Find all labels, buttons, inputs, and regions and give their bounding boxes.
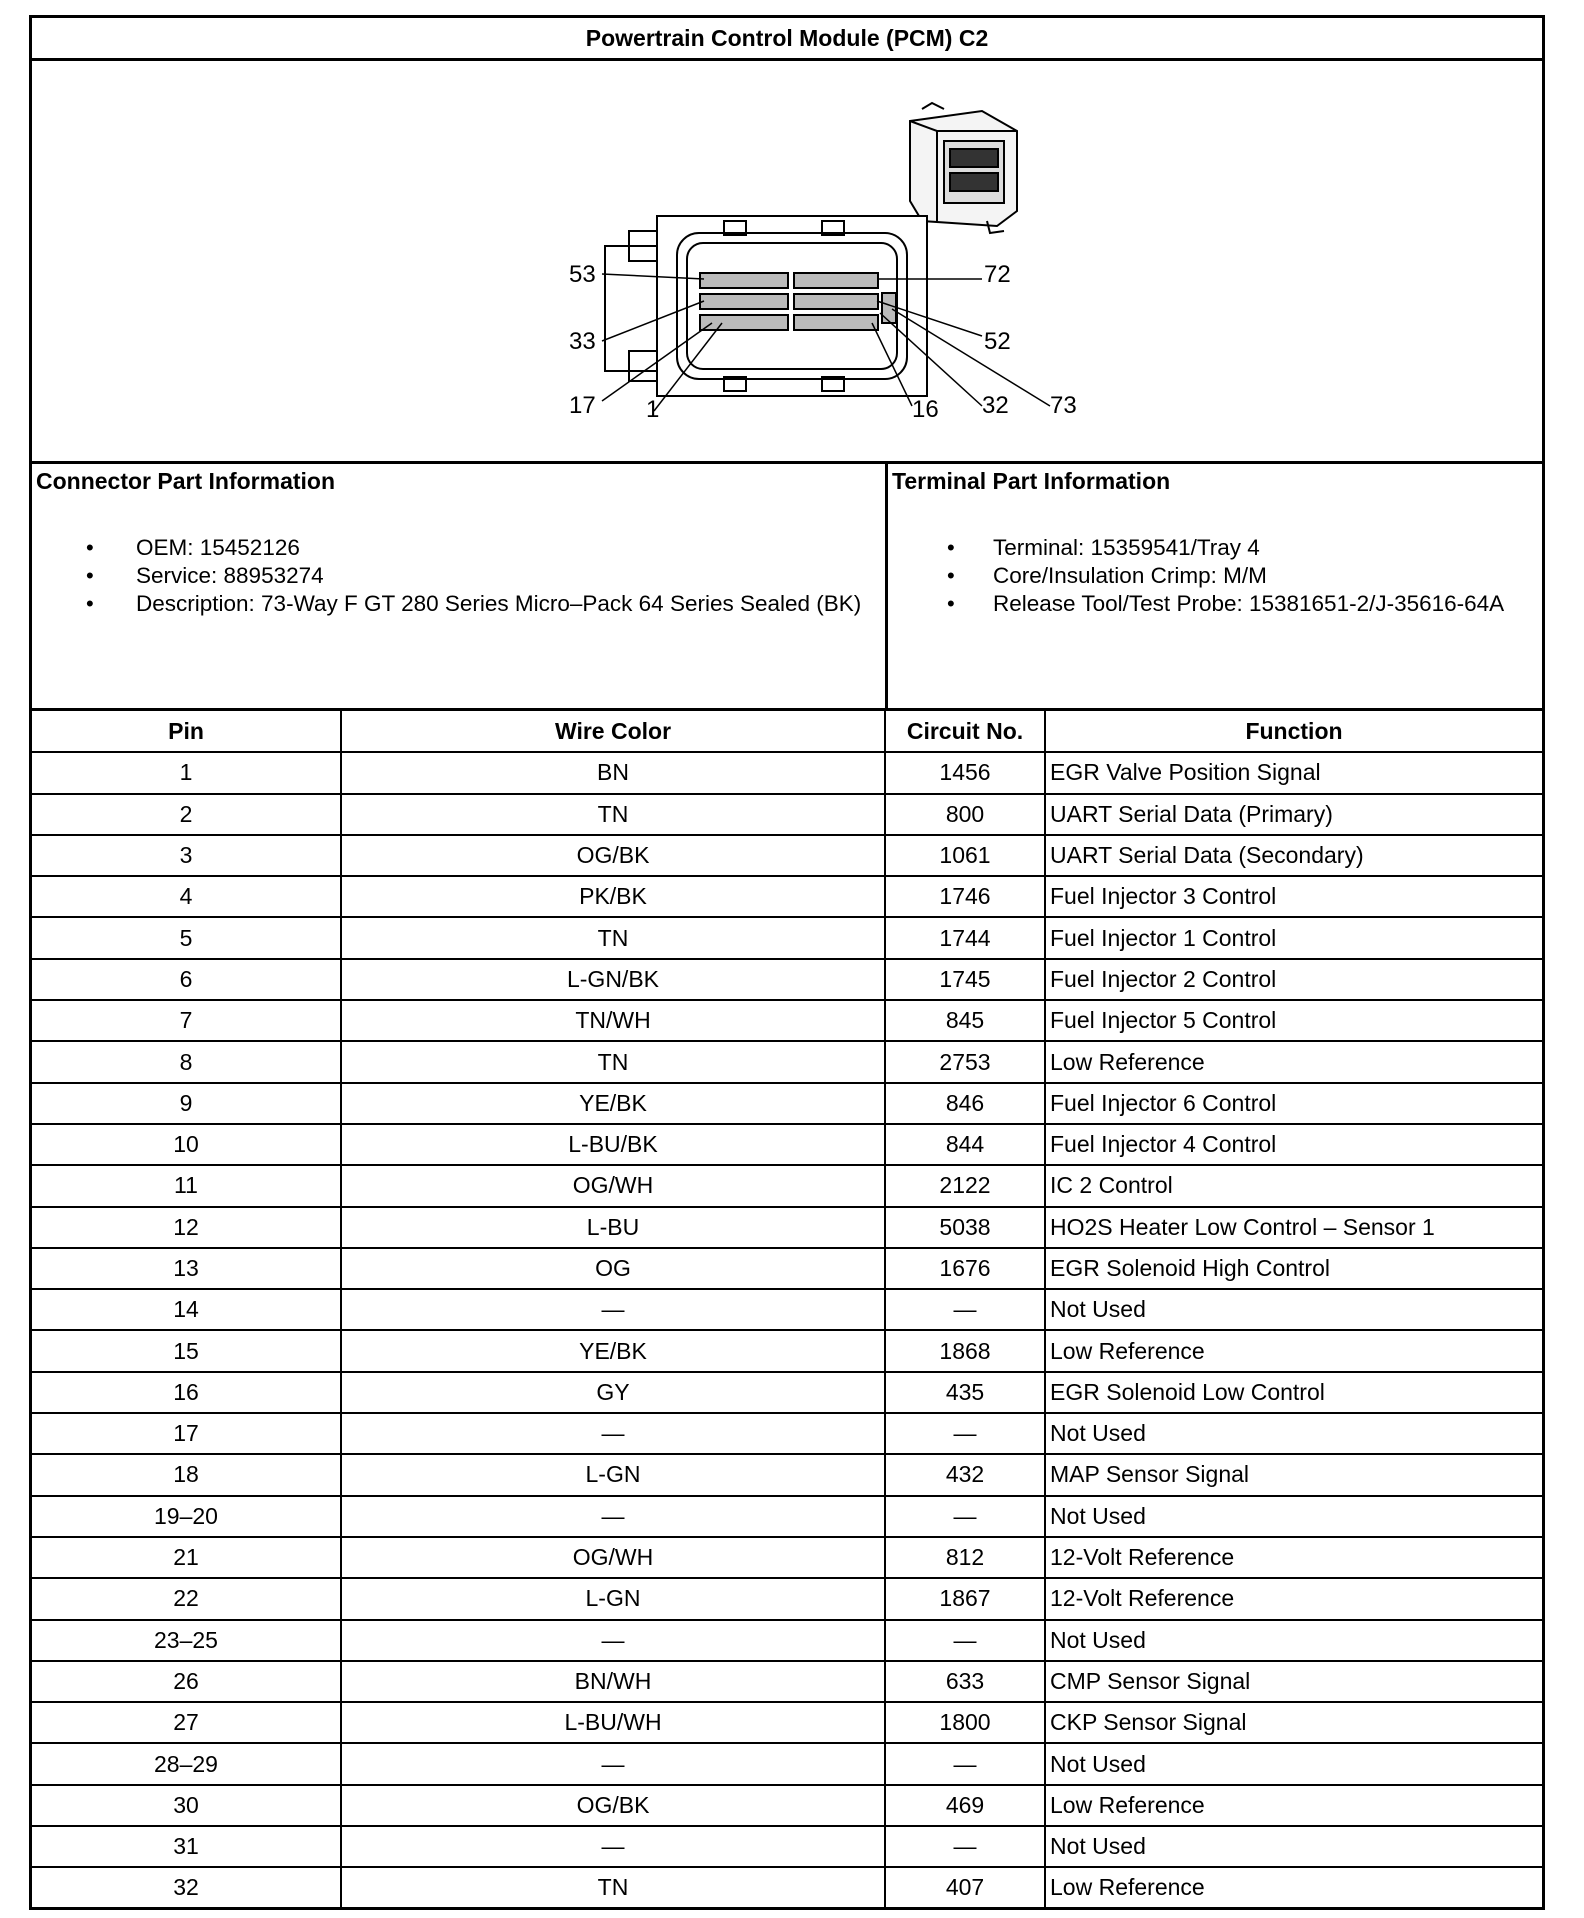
wire-color-cell: L-BU/WH (341, 1702, 885, 1743)
circuit-no-cell: 2753 (885, 1041, 1045, 1082)
circuit-no-cell: 846 (885, 1083, 1045, 1124)
wire-color-cell: OG (341, 1248, 885, 1289)
wire-color-cell: — (341, 1496, 885, 1537)
function-cell: UART Serial Data (Primary) (1045, 794, 1542, 835)
wire-color-cell: — (341, 1826, 885, 1867)
connector-diagram (32, 61, 1542, 464)
wire-color-cell: GY (341, 1372, 885, 1413)
terminal-part-info (888, 464, 1542, 708)
connector-service: • Service: 88953274 (36, 562, 885, 590)
wire-color-cell: YE/BK (341, 1083, 885, 1124)
table-row (32, 917, 1542, 958)
pin-cell: 13 (32, 1248, 341, 1289)
connector-description: • Description: 73-Way F GT 280 Series Micro–Pack 64 Series Sealed (BK) (36, 590, 885, 618)
circuit-no-cell: 812 (885, 1537, 1045, 1578)
function-cell: CKP Sensor Signal (1045, 1702, 1542, 1743)
table-row (32, 1207, 1542, 1248)
function-cell: IC 2 Control (1045, 1165, 1542, 1206)
table-header-row (32, 711, 1542, 752)
connector-info-heading: Connector Part Information (36, 468, 336, 494)
pin-cell: 26 (32, 1661, 341, 1702)
header-wire-color: Wire Color (341, 711, 885, 752)
connector-3d-illustration (910, 103, 1017, 233)
function-cell: Fuel Injector 1 Control (1045, 917, 1542, 958)
table-row (32, 1867, 1542, 1908)
pin-label-32: 32 (982, 392, 1009, 419)
circuit-no-cell: 2122 (885, 1165, 1045, 1206)
table-row (32, 876, 1542, 917)
circuit-no-cell: — (885, 1620, 1045, 1661)
terminal-info-heading: Terminal Part Information (892, 468, 1171, 494)
table-row (32, 1124, 1542, 1165)
header-function: Function (1045, 711, 1542, 752)
pinout-rows (32, 752, 1542, 1908)
circuit-no-cell: 5038 (885, 1207, 1045, 1248)
table-row (32, 1330, 1542, 1371)
table-row (32, 1661, 1542, 1702)
terminal-number: • Terminal: 15359541/Tray 4 (892, 534, 1542, 562)
pin-label-16: 16 (912, 396, 939, 423)
pin-cell: 12 (32, 1207, 341, 1248)
circuit-no-cell: — (885, 1826, 1045, 1867)
wire-color-cell: TN (341, 1041, 885, 1082)
pin-cell: 31 (32, 1826, 341, 1867)
pin-label-53: 53 (569, 261, 596, 288)
wire-color-cell: YE/BK (341, 1330, 885, 1371)
circuit-no-cell: 1867 (885, 1578, 1045, 1619)
function-cell: UART Serial Data (Secondary) (1045, 835, 1542, 876)
pin-cell: 4 (32, 876, 341, 917)
table-row (32, 1083, 1542, 1124)
function-cell: Not Used (1045, 1620, 1542, 1661)
circuit-no-cell: 1744 (885, 917, 1045, 958)
function-cell: EGR Solenoid High Control (1045, 1248, 1542, 1289)
header-pin: Pin (32, 711, 341, 752)
wire-color-cell: — (341, 1743, 885, 1784)
wire-color-cell: OG/BK (341, 835, 885, 876)
circuit-no-cell: 407 (885, 1867, 1045, 1908)
table-row (32, 1000, 1542, 1041)
pin-cell: 7 (32, 1000, 341, 1041)
circuit-no-cell: 1868 (885, 1330, 1045, 1371)
table-row (32, 794, 1542, 835)
wire-color-cell: L-BU/BK (341, 1124, 885, 1165)
table-row (32, 1743, 1542, 1784)
pin-cell: 32 (32, 1867, 341, 1908)
circuit-no-cell: 844 (885, 1124, 1045, 1165)
function-cell: Low Reference (1045, 1867, 1542, 1908)
wire-color-cell: BN/WH (341, 1661, 885, 1702)
terminal-release-tool: • Release Tool/Test Probe: 15381651-2/J-35616-64A (892, 590, 1542, 618)
pin-cell: 10 (32, 1124, 341, 1165)
function-cell: Low Reference (1045, 1330, 1542, 1371)
terminal-info-list (892, 534, 1542, 618)
circuit-no-cell: 435 (885, 1372, 1045, 1413)
table-row (32, 1826, 1542, 1867)
wire-color-cell: L-GN (341, 1578, 885, 1619)
table-row (32, 1578, 1542, 1619)
table-row (32, 1041, 1542, 1082)
pin-cell: 22 (32, 1578, 341, 1619)
connector-part-info (32, 464, 888, 708)
connector-oem: • OEM: 15452126 (36, 534, 885, 562)
pin-label-1: 1 (646, 396, 660, 423)
function-cell: Fuel Injector 3 Control (1045, 876, 1542, 917)
pin-cell: 16 (32, 1372, 341, 1413)
connector-face (605, 216, 927, 396)
function-cell: MAP Sensor Signal (1045, 1454, 1542, 1495)
circuit-no-cell: 469 (885, 1785, 1045, 1826)
wire-color-cell: TN/WH (341, 1000, 885, 1041)
table-row (32, 1496, 1542, 1537)
wire-color-cell: TN (341, 917, 885, 958)
table-row (32, 1372, 1542, 1413)
function-cell: 12-Volt Reference (1045, 1537, 1542, 1578)
pin-cell: 19–20 (32, 1496, 341, 1537)
function-cell: Fuel Injector 6 Control (1045, 1083, 1542, 1124)
circuit-no-cell: 800 (885, 794, 1045, 835)
circuit-no-cell: — (885, 1496, 1045, 1537)
table-row (32, 1785, 1542, 1826)
pin-cell: 21 (32, 1537, 341, 1578)
pin-cell: 5 (32, 917, 341, 958)
function-cell: EGR Valve Position Signal (1045, 752, 1542, 793)
function-cell: HO2S Heater Low Control – Sensor 1 (1045, 1207, 1542, 1248)
wire-color-cell: — (341, 1413, 885, 1454)
circuit-no-cell: 1800 (885, 1702, 1045, 1743)
pinout-table (32, 711, 1542, 1910)
pin-cell: 28–29 (32, 1743, 341, 1784)
function-cell: Low Reference (1045, 1785, 1542, 1826)
table-row (32, 1289, 1542, 1330)
wire-color-cell: OG/WH (341, 1537, 885, 1578)
table-row (32, 752, 1542, 793)
function-cell: 12-Volt Reference (1045, 1578, 1542, 1619)
wire-color-cell: L-BU (341, 1207, 885, 1248)
function-cell: Not Used (1045, 1289, 1542, 1330)
table-row (32, 959, 1542, 1000)
circuit-no-cell: — (885, 1743, 1045, 1784)
function-cell: Not Used (1045, 1496, 1542, 1537)
connector-face-drawing (32, 61, 1542, 461)
table-row (32, 1248, 1542, 1289)
table-row (32, 835, 1542, 876)
function-cell: Fuel Injector 4 Control (1045, 1124, 1542, 1165)
pin-label-33: 33 (569, 328, 596, 355)
wire-color-cell: TN (341, 1867, 885, 1908)
wire-color-cell: TN (341, 794, 885, 835)
connector-info-list (36, 534, 885, 618)
circuit-no-cell: 1746 (885, 876, 1045, 917)
pin-cell: 3 (32, 835, 341, 876)
page-title: Powertrain Control Module (PCM) C2 (32, 18, 1542, 61)
circuit-no-cell: 432 (885, 1454, 1045, 1495)
pin-cell: 23–25 (32, 1620, 341, 1661)
table-row (32, 1454, 1542, 1495)
wire-color-cell: L-GN/BK (341, 959, 885, 1000)
table-row (32, 1702, 1542, 1743)
function-cell: Low Reference (1045, 1041, 1542, 1082)
wire-color-cell: OG/WH (341, 1165, 885, 1206)
pin-label-52: 52 (984, 328, 1011, 355)
circuit-no-cell: 1676 (885, 1248, 1045, 1289)
pin-cell: 14 (32, 1289, 341, 1330)
wire-color-cell: OG/BK (341, 1785, 885, 1826)
pin-cell: 17 (32, 1413, 341, 1454)
connector-sheet (29, 15, 1545, 1910)
pin-cell: 27 (32, 1702, 341, 1743)
wire-color-cell: — (341, 1620, 885, 1661)
table-row (32, 1537, 1542, 1578)
pin-cell: 1 (32, 752, 341, 793)
table-row (32, 1413, 1542, 1454)
pin-cell: 9 (32, 1083, 341, 1124)
table-row (32, 1165, 1542, 1206)
function-cell: Fuel Injector 2 Control (1045, 959, 1542, 1000)
circuit-no-cell: — (885, 1289, 1045, 1330)
circuit-no-cell: 1456 (885, 752, 1045, 793)
pin-label-72: 72 (984, 261, 1011, 288)
pin-cell: 18 (32, 1454, 341, 1495)
circuit-no-cell: 633 (885, 1661, 1045, 1702)
function-cell: Fuel Injector 5 Control (1045, 1000, 1542, 1041)
table-row (32, 1620, 1542, 1661)
pin-label-17: 17 (569, 392, 596, 419)
wire-color-cell: BN (341, 752, 885, 793)
header-circuit-no: Circuit No. (885, 711, 1045, 752)
wire-color-cell: PK/BK (341, 876, 885, 917)
circuit-no-cell: 1745 (885, 959, 1045, 1000)
part-information (32, 464, 1542, 711)
pin-cell: 8 (32, 1041, 341, 1082)
circuit-no-cell: 1061 (885, 835, 1045, 876)
wire-color-cell: — (341, 1289, 885, 1330)
circuit-no-cell: 845 (885, 1000, 1045, 1041)
wire-color-cell: L-GN (341, 1454, 885, 1495)
pin-cell: 30 (32, 1785, 341, 1826)
terminal-crimp: • Core/Insulation Crimp: M/M (892, 562, 1542, 590)
pin-cell: 11 (32, 1165, 341, 1206)
function-cell: Not Used (1045, 1743, 1542, 1784)
circuit-no-cell: — (885, 1413, 1045, 1454)
function-cell: CMP Sensor Signal (1045, 1661, 1542, 1702)
pin-cell: 2 (32, 794, 341, 835)
pin-label-73: 73 (1050, 392, 1077, 419)
pin-cell: 15 (32, 1330, 341, 1371)
function-cell: Not Used (1045, 1826, 1542, 1867)
function-cell: EGR Solenoid Low Control (1045, 1372, 1542, 1413)
pin-cell: 6 (32, 959, 341, 1000)
function-cell: Not Used (1045, 1413, 1542, 1454)
